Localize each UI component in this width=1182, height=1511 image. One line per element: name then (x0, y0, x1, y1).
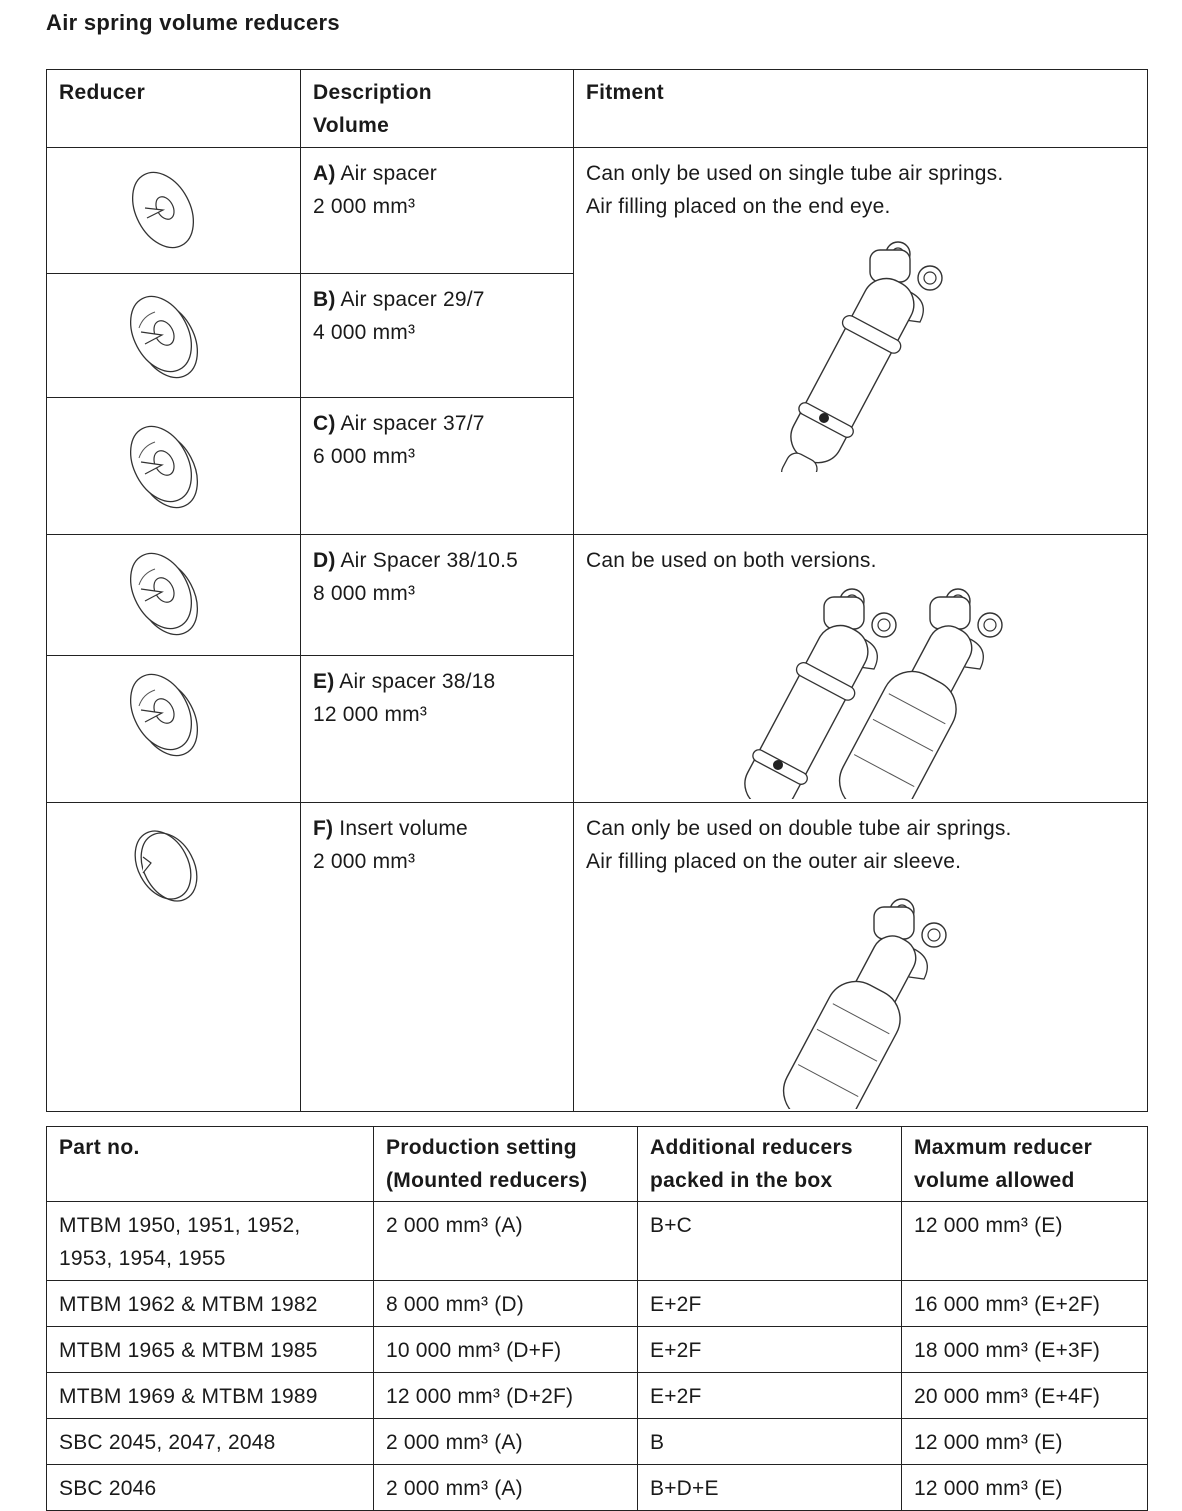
reducer-name: Air spacer (340, 162, 437, 185)
description-cell (301, 803, 574, 1112)
header-description-line1: Description (313, 81, 432, 104)
table-row (47, 535, 1148, 656)
header-max-line2: volume allowed (914, 1169, 1075, 1192)
part-no-cell (47, 1202, 374, 1281)
part-numbers-table (46, 1126, 1148, 1511)
additional-cell: B+C (638, 1202, 902, 1281)
max-volume-cell: 18 000 mm³ (E+3F) (902, 1327, 1148, 1373)
reducer-name: Air spacer 37/7 (340, 412, 485, 435)
part-no-cell: MTBM 1969 & MTBM 1989 (47, 1373, 374, 1419)
reducer-name: Air spacer 29/7 (340, 288, 485, 311)
table-row (47, 1373, 1148, 1419)
table-row (47, 1465, 1148, 1511)
fitment-line1: Can only be used on double tube air springs. (586, 817, 1012, 840)
reducer-volume: 8 000 mm³ (313, 582, 416, 605)
fitment-line2: Air filling placed on the outer air sleeve. (586, 850, 962, 873)
description-cell (301, 398, 574, 535)
double-tube-shock-icon (764, 889, 964, 1109)
reducer-name: Air spacer 38/18 (339, 670, 496, 693)
additional-cell: E+2F (638, 1281, 902, 1327)
reducer-volume: 6 000 mm³ (313, 445, 416, 468)
reducer-volume: 2 000 mm³ (313, 850, 416, 873)
description-cell (301, 274, 574, 398)
reducer-letter: C) (313, 412, 336, 435)
reducer-volume: 12 000 mm³ (313, 703, 428, 726)
air-spacer-ring-icon (123, 545, 213, 645)
insert-volume-ring-icon (123, 817, 213, 917)
reducer-image-cell (47, 656, 301, 803)
fitment-cell-both-versions (574, 535, 1148, 803)
header-description (301, 70, 574, 148)
description-cell (301, 148, 574, 274)
header-additional-line1: Additional reducers (650, 1136, 853, 1159)
fitment-line1: Can be used on both versions. (586, 549, 877, 572)
header-max-volume (902, 1127, 1148, 1202)
reducer-image-cell (47, 148, 301, 274)
air-spacer-ring-icon (123, 666, 213, 766)
max-volume-cell: 12 000 mm³ (E) (902, 1465, 1148, 1511)
part-no-cell: MTBM 1962 & MTBM 1982 (47, 1281, 374, 1327)
reducer-image-cell (47, 535, 301, 656)
reducer-image-cell (47, 274, 301, 398)
max-volume-cell: 20 000 mm³ (E+4F) (902, 1373, 1148, 1419)
header-additional-line2: packed in the box (650, 1169, 833, 1192)
reducer-volume: 2 000 mm³ (313, 195, 416, 218)
production-cell: 2 000 mm³ (A) (374, 1465, 638, 1511)
reducers-table (46, 69, 1148, 1112)
header-max-line1: Maxmum reducer (914, 1136, 1093, 1159)
part-no-cell: MTBM 1965 & MTBM 1985 (47, 1327, 374, 1373)
production-cell: 2 000 mm³ (A) (374, 1202, 638, 1281)
air-spacer-ring-icon (123, 162, 213, 262)
max-volume-cell: 12 000 mm³ (E) (902, 1419, 1148, 1465)
fitment-cell-double-tube (574, 803, 1148, 1112)
additional-cell: B (638, 1419, 902, 1465)
header-additional-reducers (638, 1127, 902, 1202)
reducer-letter: F) (313, 817, 334, 840)
reducer-name: Air Spacer 38/10.5 (340, 549, 518, 572)
reducer-volume: 4 000 mm³ (313, 321, 416, 344)
double-tube-shock-icon (820, 579, 1020, 799)
header-fitment: Fitment (574, 70, 1148, 148)
production-cell: 12 000 mm³ (D+2F) (374, 1373, 638, 1419)
description-cell (301, 656, 574, 803)
additional-cell: E+2F (638, 1327, 902, 1373)
part-no-line1: MTBM 1950, 1951, 1952, (59, 1214, 301, 1237)
air-spacer-ring-icon (123, 288, 213, 388)
table-row (47, 1327, 1148, 1373)
header-production-line2: (Mounted reducers) (386, 1169, 588, 1192)
reducer-letter: E) (313, 670, 335, 693)
reducer-image-cell (47, 803, 301, 1112)
header-part-no: Part no. (47, 1127, 374, 1202)
table-row (47, 148, 1148, 274)
description-cell (301, 535, 574, 656)
air-spacer-ring-icon (123, 418, 213, 518)
fitment-cell-single-tube (574, 148, 1148, 535)
part-no-line2: 1953, 1954, 1955 (59, 1247, 226, 1270)
reducer-letter: B) (313, 288, 336, 311)
table-header-row (47, 1127, 1148, 1202)
table-header-row (47, 70, 1148, 148)
part-no-cell: SBC 2045, 2047, 2048 (47, 1419, 374, 1465)
header-production-setting (374, 1127, 638, 1202)
header-reducer: Reducer (47, 70, 301, 148)
reducer-letter: A) (313, 162, 336, 185)
reducer-image-cell (47, 398, 301, 535)
production-cell: 10 000 mm³ (D+F) (374, 1327, 638, 1373)
table-row (47, 1281, 1148, 1327)
fitment-line1: Can only be used on single tube air springs. (586, 162, 1004, 185)
table-row (47, 1202, 1148, 1281)
single-tube-shock-icon (760, 232, 960, 472)
table-row (47, 803, 1148, 1112)
header-production-line1: Production setting (386, 1136, 577, 1159)
reducer-letter: D) (313, 549, 336, 572)
production-cell: 2 000 mm³ (A) (374, 1419, 638, 1465)
max-volume-cell: 16 000 mm³ (E+2F) (902, 1281, 1148, 1327)
table-row (47, 1419, 1148, 1465)
additional-cell: E+2F (638, 1373, 902, 1419)
production-cell: 8 000 mm³ (D) (374, 1281, 638, 1327)
header-description-line2: Volume (313, 114, 390, 137)
part-no-cell: SBC 2046 (47, 1465, 374, 1511)
fitment-line2: Air filling placed on the end eye. (586, 195, 891, 218)
reducer-name: Insert volume (339, 817, 468, 840)
page-title: Air spring volume reducers (46, 10, 340, 35)
additional-cell: B+D+E (638, 1465, 902, 1511)
max-volume-cell: 12 000 mm³ (E) (902, 1202, 1148, 1281)
